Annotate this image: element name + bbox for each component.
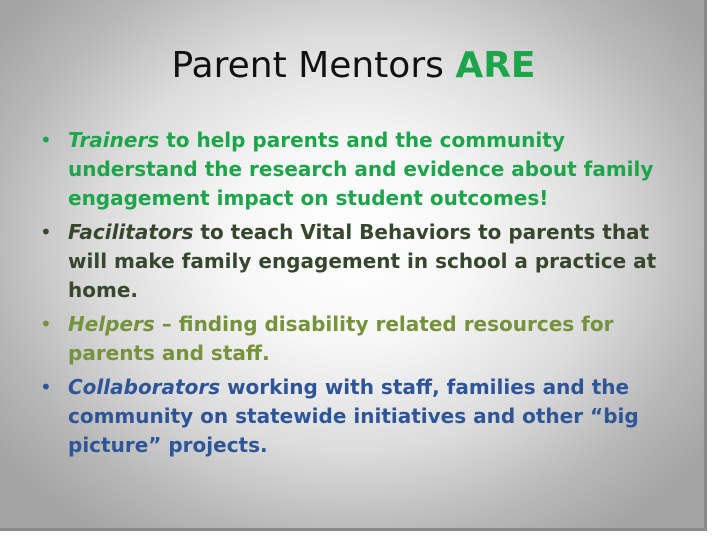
bullet-dot: • [40,375,52,399]
bullet-text: to teach Vital Behaviors to parents that will make family engagement in school a practice at home. [68,220,657,302]
bullet-dot: • [40,128,52,152]
bullet-text: to help parents and the community understand the research and evidence about family engagement impact on student outcomes! [68,128,654,210]
slide-title-text: Parent Mentors [171,45,444,86]
bullet-text: – finding disability related resources for parents and staff. [68,312,614,365]
bullet-term: Collaborators [68,375,221,399]
slide-title-accent: ARE [455,45,536,86]
bullet-item-collaborators [36,373,686,460]
bullet-term: Trainers [68,128,160,152]
bullet-list [36,126,686,465]
bullet-item-trainers [36,126,686,213]
bullet-item-facilitators [36,218,686,305]
bullet-term: Helpers [68,312,155,336]
bullet-term: Facilitators [68,220,194,244]
bullet-item-helpers [36,310,686,368]
bullet-dot: • [40,312,52,336]
bullet-text: working with staff, families and the community on statewide initiatives and other “big picture” projects. [68,375,639,457]
slide-title [0,40,707,92]
bullet-dot: • [40,220,52,244]
